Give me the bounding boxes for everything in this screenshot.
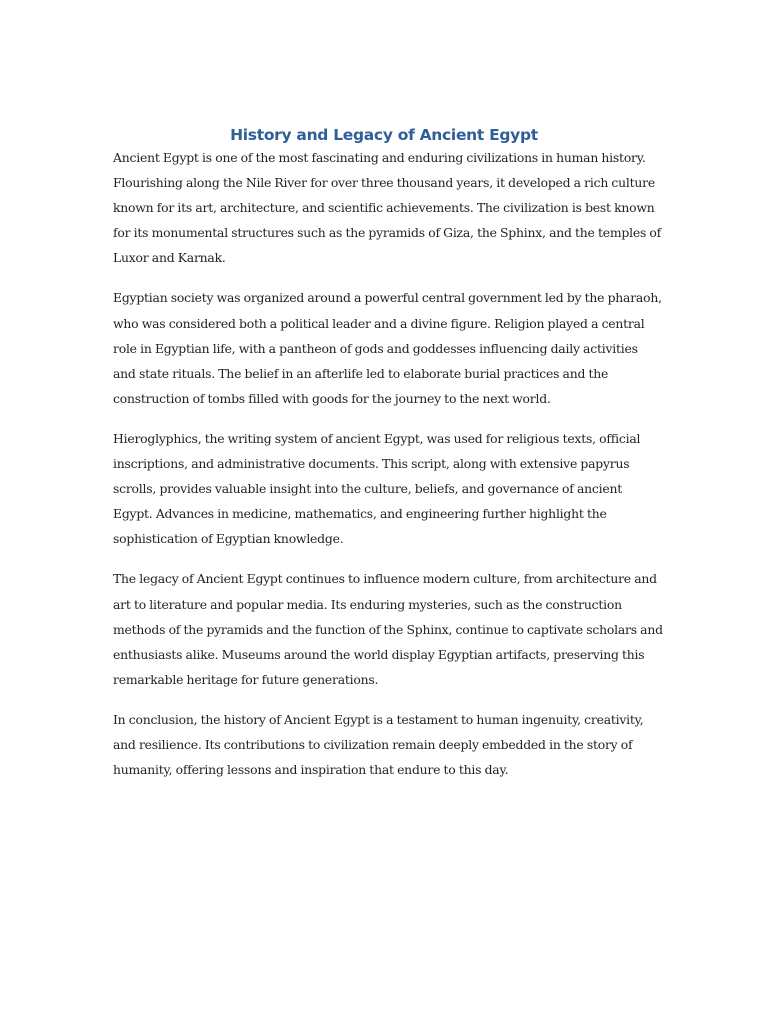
paragraph-2: Egyptian society was organized around a powerful central government led by the pharaoh, who was considered both a political leader and a divine figure. Religion played a central role in Egyptian life, with a pantheon of gods and goddesses influencing daily activities and state rituals. The belief in an afterlife led to elaborate burial practices and the construction of tombs filled with goods for the journey to the next world. [113,290,662,406]
paragraph-1: Ancient Egypt is one of the most fascinating and enduring civilizations in human history. Flourishing along the Nile River for over three thousand years, it developed a rich culture known for its art, architecture, and scientific achievements. The civilization is best known for its monumental structures such as the pyramids of Giza, the Sphinx, and the temples of Luxor and Karnak. [113,150,662,266]
document-title: History and Legacy of Ancient Egypt [230,126,538,144]
document-body [113,145,663,782]
paragraph-3: Hieroglyphics, the writing system of ancient Egypt, was used for religious texts, official inscriptions, and administrative documents. This script, along with extensive papyrus scrolls, provides valuable insight into the culture, beliefs, and governance of ancient Egypt. Advances in medicine, mathematics, and engineering further highlight the sophistication of Egyptian knowledge. [113,430,641,547]
paragraph-4: The legacy of Ancient Egypt continues to influence modern culture, from architecture and art to literature and popular media. Its enduring mysteries, such as the construction methods of the pyramids and the function of the Sphinx, continue to captivate scholars and enthusiasts alike. Museums around the world display Egyptian artifacts, preserving this remarkable heritage for future generations. [113,571,663,687]
paragraph-5: In conclusion, the history of Ancient Egypt is a testament to human ingenuity, creativity, and resilience. Its contributions to civilization remain deeply embedded in the story of humanity, offering lessons and inspiration that endure to this day. [113,711,644,778]
